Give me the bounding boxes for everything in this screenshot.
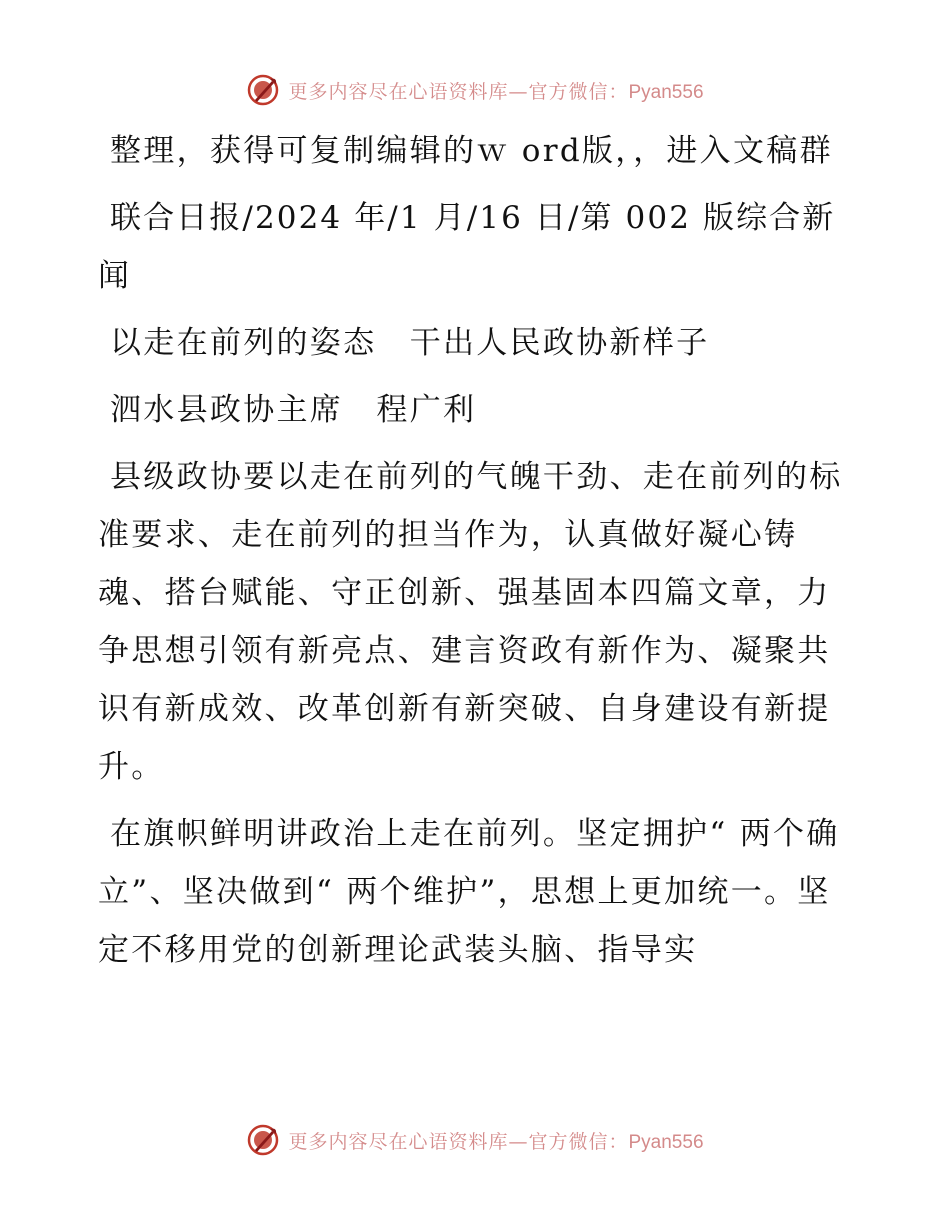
watermark-handle: Pyan556 xyxy=(628,81,704,103)
watermark-text: 更多内容尽在心语资料库—官方微信：Pyan556 xyxy=(288,1130,704,1153)
quill-logo-icon xyxy=(246,1123,280,1157)
watermark-text: 更多内容尽在心语资料库—官方微信：Pyan556 xyxy=(288,80,704,103)
footer-watermark xyxy=(0,1120,950,1160)
article-author: 泗水县政协主席 程广利 xyxy=(110,392,477,428)
article-title: 以走在前列的姿态 干出人民政协新样子 xyxy=(110,325,710,361)
body-paragraph-2: 在旗帜鲜明讲政治上走在前列。坚定拥护“ 两个确立”、坚决做到“ 两个维护”，思想上更加统一。坚定不移用党的创新理论武装头脑、指导实 xyxy=(98,816,840,968)
header-watermark xyxy=(0,70,950,110)
intro-line: 整理，获得可复制编辑的ｗ ord版，，进入文稿群 xyxy=(110,133,833,169)
watermark-handle: Pyan556 xyxy=(628,1131,704,1153)
body-paragraph-1: 县级政协要以走在前列的气魄干劲、走在前列的标准要求、走在前列的担当作为，认真做好凝心铸魂、搭台赋能、守正创新、强基固本四篇文章，力争思想引领有新亮点、建言资政有新作为、凝聚共识有新成效、改革创新有新突破、自身建设有新提升。 xyxy=(98,459,843,785)
document-body xyxy=(98,122,858,988)
source-line: 联合日报/2024 年/1 月/16 日/第 002 版综合新闻 xyxy=(98,200,836,294)
quill-logo-icon xyxy=(246,73,280,107)
